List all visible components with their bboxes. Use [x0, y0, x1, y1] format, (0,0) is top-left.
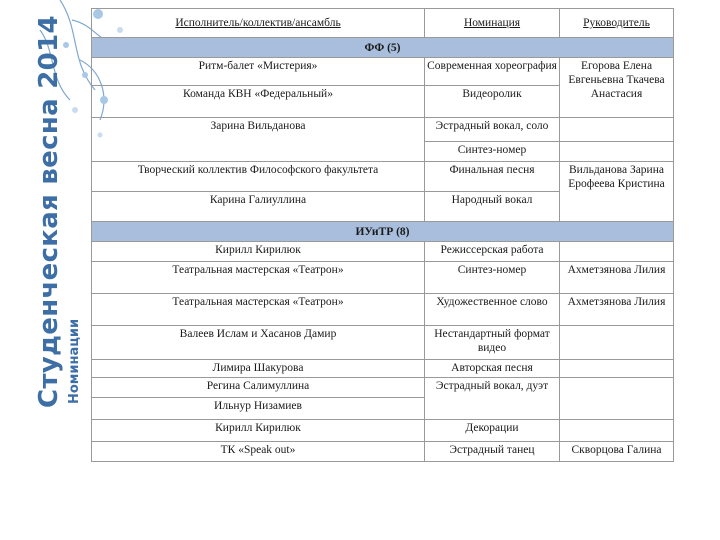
table-row	[92, 326, 674, 360]
leader-cell	[560, 142, 674, 162]
leader-cell	[560, 242, 674, 262]
nomination-cell: Видеоролик	[425, 86, 560, 118]
performer-cell: Театральная мастерская «Театрон»	[92, 294, 425, 326]
table-row	[92, 162, 674, 192]
performer-cell: Ритм-балет «Мистерия»	[92, 58, 425, 86]
table-header-row	[92, 9, 674, 38]
leader-cell	[560, 420, 674, 442]
performer-cell: Театральная мастерская «Театрон»	[92, 262, 425, 294]
nominations-table	[91, 8, 674, 462]
leader-cell	[560, 378, 674, 420]
table-row	[92, 378, 674, 398]
nomination-cell: Эстрадный вокал, соло	[425, 118, 560, 142]
nomination-cell: Синтез-номер	[425, 142, 560, 162]
leader-cell: Егорова Елена Евгеньевна Ткачева Анастасия	[560, 58, 674, 118]
section-row	[92, 38, 674, 58]
section-row	[92, 222, 674, 242]
performer-cell: ТК «Speak out»	[92, 442, 425, 462]
table-row	[92, 262, 674, 294]
header-leader: Руководитель	[560, 9, 674, 38]
performer-cell: Кирилл Кирилюк	[92, 420, 425, 442]
nomination-cell: Нестандартный формат видео	[425, 326, 560, 360]
header-nomination: Номинация	[425, 9, 560, 38]
leader-cell	[560, 326, 674, 360]
leader-cell: Скворцова Галина	[560, 442, 674, 462]
table-row	[92, 420, 674, 442]
table-row	[92, 242, 674, 262]
performer-cell: Зарина Вильданова	[92, 118, 425, 162]
table-row	[92, 58, 674, 86]
performer-cell: Творческий коллектив Философского факультета	[92, 162, 425, 192]
performer-cell: Карина Галиуллина	[92, 192, 425, 222]
nomination-cell: Авторская песня	[425, 360, 560, 378]
table-row	[92, 442, 674, 462]
nomination-cell: Режиссерская работа	[425, 242, 560, 262]
table-row	[92, 360, 674, 378]
nomination-cell: Декорации	[425, 420, 560, 442]
section-title: ИУиТР (8)	[92, 222, 674, 242]
performer-cell: Команда КВН «Федеральный»	[92, 86, 425, 118]
table-row	[92, 294, 674, 326]
section-title: ФФ (5)	[92, 38, 674, 58]
leader-cell: Вильданова Зарина Ерофеева Кристина	[560, 162, 674, 222]
nomination-cell: Эстрадный вокал, дуэт	[425, 378, 560, 420]
nomination-cell: Финальная песня	[425, 162, 560, 192]
performer-cell: Кирилл Кирилюк	[92, 242, 425, 262]
nomination-cell: Народный вокал	[425, 192, 560, 222]
vertical-subtitle: Номинации	[67, 318, 82, 404]
leader-cell	[560, 118, 674, 142]
nomination-cell: Эстрадный танец	[425, 442, 560, 462]
header-performer: Исполнитель/коллектив/ансамбль	[92, 9, 425, 38]
nomination-cell: Художественное слово	[425, 294, 560, 326]
vertical-title: Студенческая весна 2014	[34, 15, 64, 408]
performer-cell: Валеев Ислам и Хасанов Дамир	[92, 326, 425, 360]
leader-cell	[560, 360, 674, 378]
nomination-cell: Современная хореография	[425, 58, 560, 86]
performer-cell: Лимира Шакурова	[92, 360, 425, 378]
leader-cell: Ахметзянова Лилия	[560, 294, 674, 326]
performer-cell: Регина Салимуллина	[92, 378, 425, 398]
table-row	[92, 118, 674, 142]
leader-cell: Ахметзянова Лилия	[560, 262, 674, 294]
performer-cell: Ильнур Низамиев	[92, 398, 425, 420]
nomination-cell: Синтез-номер	[425, 262, 560, 294]
